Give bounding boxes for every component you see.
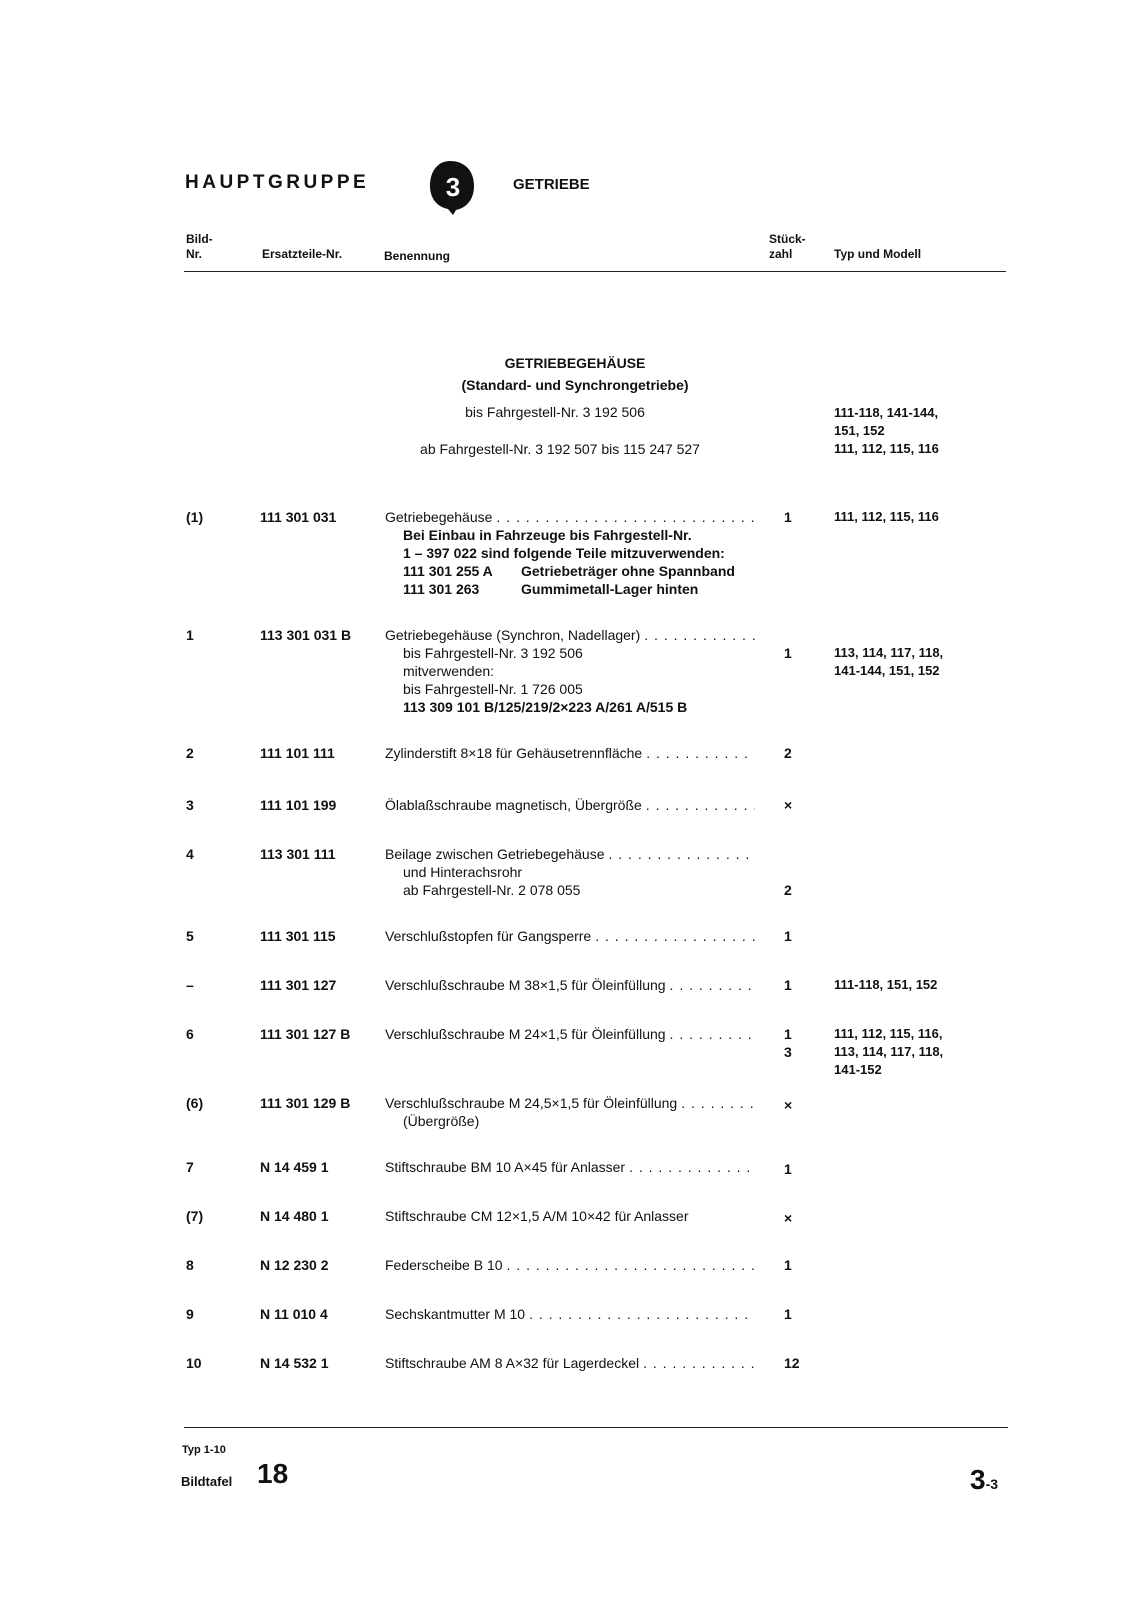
page-number [970, 1464, 998, 1496]
row-qty: × [784, 1097, 793, 1113]
row-type-line: 111, 112, 115, 116, [834, 1026, 943, 1041]
row-part: N 12 230 2 [260, 1257, 329, 1273]
row-bild: – [186, 977, 194, 993]
row-type-line: 113, 114, 117, 118, [834, 1044, 944, 1059]
row-part: 111 101 111 [260, 745, 335, 761]
row-bild: 5 [186, 928, 194, 944]
row-qty [784, 1025, 792, 1061]
row-type [834, 1025, 943, 1079]
row-sub-part [385, 562, 755, 580]
row-qty: 1 [784, 1257, 792, 1273]
sub-part-name: Gummimetall-Lager hinten [521, 581, 699, 597]
row-part: 111 301 031 [260, 509, 337, 525]
row-name [385, 1025, 755, 1043]
row-qty: 1 [784, 1161, 792, 1177]
row-qty: 12 [784, 1355, 800, 1371]
row-part: 111 301 129 B [260, 1095, 351, 1111]
row-name [385, 796, 755, 814]
row-qty: 1 [784, 928, 792, 944]
row-name-text: Beilage zwischen Getriebegehäuse [385, 846, 605, 862]
row-qty: 1 [784, 1306, 792, 1322]
row-name [385, 1256, 755, 1274]
col-qty-line1: Stück- [769, 232, 806, 246]
row-bild: 1 [186, 627, 194, 643]
row-qty: 1 [784, 645, 792, 661]
col-bild-nr-line2: Nr. [186, 247, 203, 261]
row-bild: 10 [186, 1355, 202, 1371]
section-subtitle: (Standard- und Synchrongetriebe) [461, 377, 689, 393]
row-part: N 11 010 4 [260, 1306, 328, 1322]
col-part-no: Ersatzteile-Nr. [262, 247, 343, 261]
row-name-text: Verschlußschraube M 38×1,5 für Öleinfüllung [385, 977, 666, 993]
row-name [385, 845, 755, 899]
row-name [385, 1207, 755, 1225]
row-part: 111 101 199 [260, 797, 337, 813]
sub-part-no: 111 301 255 A [403, 563, 493, 579]
row-qty: 2 [784, 745, 792, 761]
row-bild: 8 [186, 1257, 194, 1273]
col-bild-nr [186, 232, 213, 262]
row-note: bis Fahrgestell-Nr. 1 726 005 [403, 681, 583, 697]
row-bild: (6) [186, 1095, 204, 1111]
row-name-text: Sechskantmutter M 10 [385, 1306, 526, 1322]
row-note: (Übergröße) [403, 1113, 480, 1129]
row-note: mitverwenden: [403, 663, 495, 679]
row-name [385, 976, 755, 994]
row-name [385, 1354, 755, 1372]
row-note: 1 – 397 022 sind folgende Teile mitzuverwenden: [403, 545, 725, 561]
footer-bildtafel-label: Bildtafel [181, 1474, 233, 1489]
row-sub-part [385, 580, 755, 598]
section-type1-b: 151, 152 [834, 423, 885, 438]
row-name-text: Stiftschraube AM 8 A×32 für Lagerdeckel [385, 1355, 640, 1371]
row-name [385, 744, 755, 762]
footer-bildtafel-number: 18 [257, 1458, 289, 1489]
row-part: N 14 532 1 [260, 1355, 329, 1371]
row-bild: 6 [186, 1026, 194, 1042]
row-name [385, 927, 755, 945]
col-type: Typ und Modell [834, 247, 922, 261]
row-bild: (1) [186, 509, 204, 525]
col-qty-line2: zahl [769, 247, 793, 261]
row-bild: 3 [186, 797, 194, 813]
row-type [834, 644, 943, 680]
row-name-text: Verschlußschraube M 24,5×1,5 für Öleinfüllung [385, 1095, 678, 1111]
sub-part-name: Getriebeträger ohne Spannband [521, 563, 735, 579]
col-name: Benennung [384, 249, 450, 263]
row-name-text: Stiftschraube BM 10 A×45 für Anlasser [385, 1159, 626, 1175]
section-line1: bis Fahrgestell-Nr. 3 192 506 [465, 404, 645, 420]
row-part: N 14 459 1 [260, 1159, 329, 1175]
row-part: 111 301 127 [260, 977, 337, 993]
row-note: bis Fahrgestell-Nr. 3 192 506 [403, 645, 583, 661]
row-type-line: 141-144, 151, 152 [834, 663, 940, 678]
row-qty: × [784, 797, 793, 813]
section-type1 [834, 404, 938, 440]
row-part: N 14 480 1 [260, 1208, 329, 1224]
row-part: 111 301 127 B [260, 1026, 351, 1042]
row-name-text: Zylinderstift 8×18 für Gehäusetrennfläche [385, 745, 643, 761]
section-line2: ab Fahrgestell-Nr. 3 192 507 bis 115 247 527 [420, 441, 700, 457]
row-part: 113 301 111 [260, 846, 336, 862]
row-qty: 2 [784, 882, 792, 898]
row-name [385, 508, 755, 598]
header-rule [184, 271, 1006, 272]
page-number-main: 3 [970, 1464, 986, 1495]
section-title: GETRIEBEGEHÄUSE [504, 355, 646, 371]
group-number-text: 3 [445, 172, 461, 202]
row-name [385, 1305, 755, 1323]
sub-part-no: 111 301 263 [403, 581, 480, 597]
row-note: 113 309 101 B/125/219/2×223 A/261 A/515 B [403, 699, 688, 715]
row-qty-line: 1 [784, 1026, 792, 1042]
row-name-main: Getriebegehäuse [385, 509, 493, 525]
group-number-badge [428, 158, 476, 216]
col-bild-nr-line1: Bild- [186, 232, 213, 246]
row-name-text: Stiftschraube CM 12×1,5 A/M 10×42 für Anlasser [385, 1208, 689, 1224]
row-part: 111 301 115 [260, 928, 336, 944]
row-bild: 2 [186, 745, 194, 761]
section-type2: 111, 112, 115, 116 [834, 441, 939, 456]
group-title: GETRIEBE [513, 176, 590, 193]
row-note: und Hinterachsrohr [403, 864, 523, 880]
row-qty: × [784, 1210, 793, 1226]
row-part: 113 301 031 B [260, 627, 352, 643]
row-note: ab Fahrgestell-Nr. 2 078 055 [403, 882, 581, 898]
col-qty [769, 232, 806, 262]
row-qty: 1 [784, 977, 792, 993]
page-number-sub: -3 [985, 1476, 999, 1492]
section-type1-a: 111-118, 141-144, [834, 405, 939, 420]
row-name [385, 1158, 755, 1176]
footer-typ: Typ 1-10 [182, 1444, 226, 1456]
row-name-text: Federscheibe B 10 [385, 1257, 503, 1273]
row-type: 111, 112, 115, 116 [834, 509, 939, 524]
row-bild: 7 [186, 1159, 194, 1175]
row-type: 111-118, 151, 152 [834, 977, 938, 992]
row-qty: 1 [784, 509, 792, 525]
row-name-main: Getriebegehäuse (Synchron, Nadellager) [385, 627, 641, 643]
row-name [385, 626, 755, 716]
row-note: Bei Einbau in Fahrzeuge bis Fahrgestell-Nr. [403, 527, 692, 543]
row-qty-line: 3 [784, 1044, 792, 1060]
row-bild: 4 [186, 846, 194, 862]
footer-rule [184, 1427, 1008, 1428]
row-bild: (7) [186, 1208, 204, 1224]
row-type-line: 113, 114, 117, 118, [834, 645, 944, 660]
row-bild: 9 [186, 1306, 194, 1322]
row-name-text: Ölablaßschraube magnetisch, Übergröße [385, 797, 642, 813]
row-name-text: Verschlußstopfen für Gangsperre [385, 928, 592, 944]
row-name [385, 1094, 755, 1130]
group-label: HAUPTGRUPPE [185, 172, 370, 193]
row-type-line: 141-152 [834, 1062, 882, 1077]
row-name-text: Verschlußschraube M 24×1,5 für Öleinfüllung [385, 1026, 666, 1042]
